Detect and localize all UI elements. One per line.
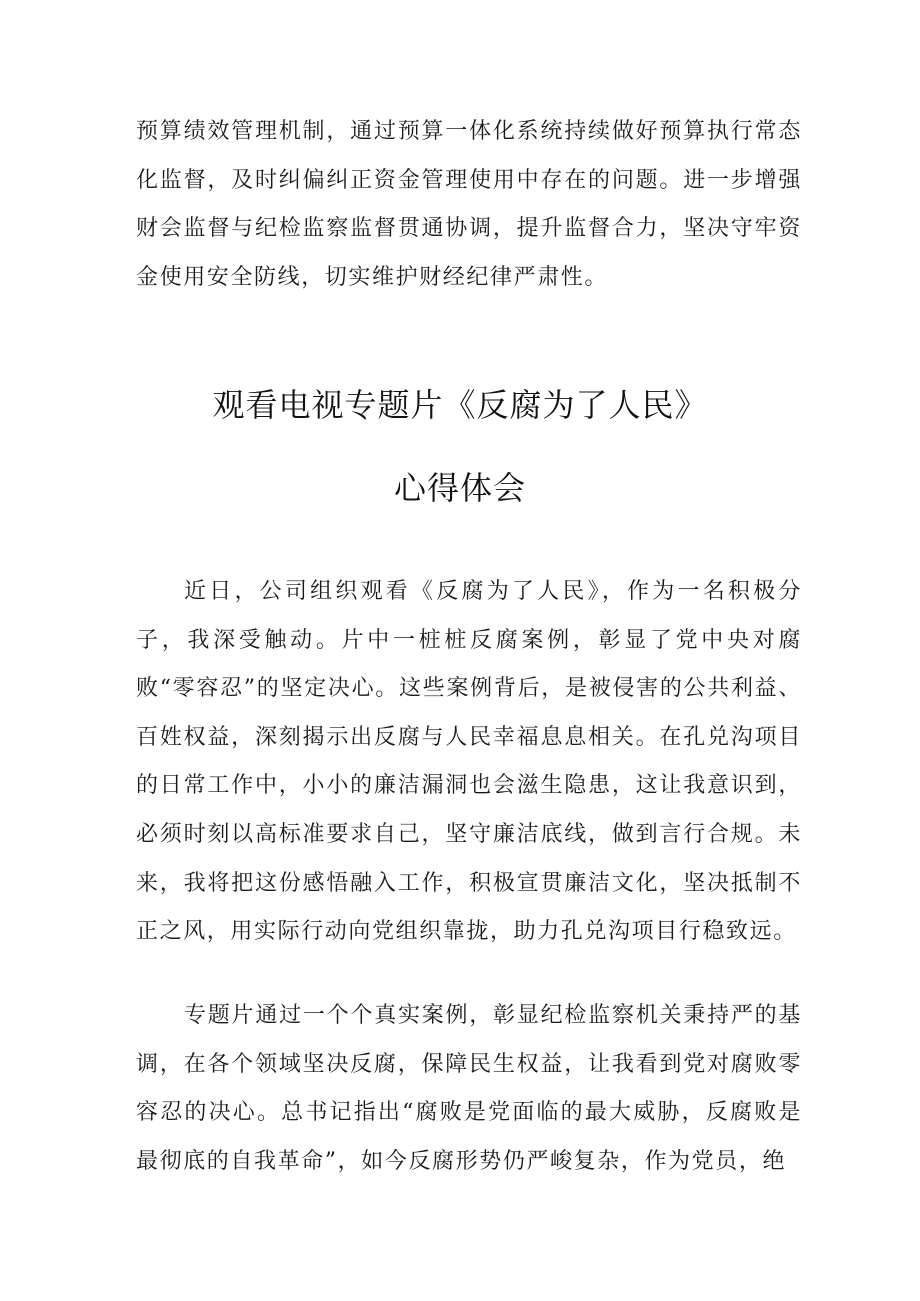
body-paragraph-1: 近日，公司组织观看《反腐为了人民》，作为一名积极分子，我深受触动。片中一桩桩反腐案例，彰显了党中央对腐败“零容忍”的坚定决心。这些案例背后，是被侵害的公共利益、百姓权益，深刻揭示出反腐与人民幸福息息相关。在孔兑沟项目的日常工作中，小小的廉洁漏洞也会滋生隐患，这让我意识到，必须时刻以高标准要求自己，坚守廉洁底线，做到言行合规。未来，我将把这份感悟融入工作，积极宣贯廉洁文化，坚决抵制不正之风，用实际行动向党组织靠拢，助力孔兑沟项目行稳致远。	[136, 579, 802, 945]
document-title-line-1: 观看电视专题片《反腐为了人民》	[212, 386, 708, 424]
continued-paragraph: 预算绩效管理机制，通过预算一体化系统持续做好预算执行常态化监督，及时纠偏纠正资金管理使用中存在的问题。进一步增强财会监督与纪检监察监督贯通协调，提升监督合力，坚决守牢资金使用安全防线，切实维护财经纪律严肃性。	[136, 119, 802, 290]
document-title-line-2: 心得体会	[393, 469, 526, 507]
body-paragraph-2: 专题片通过一个个真实案例，彰显纪检监察机关秉持严的基调，在各个领域坚决反腐，保障民生权益，让我看到党对腐败零容忍的决心。总书记指出“腐败是党面临的最大威胁，反腐败是最彻底的自我革命”，如今反腐形势仍严峻复杂，作为党员，绝	[136, 1003, 802, 1174]
